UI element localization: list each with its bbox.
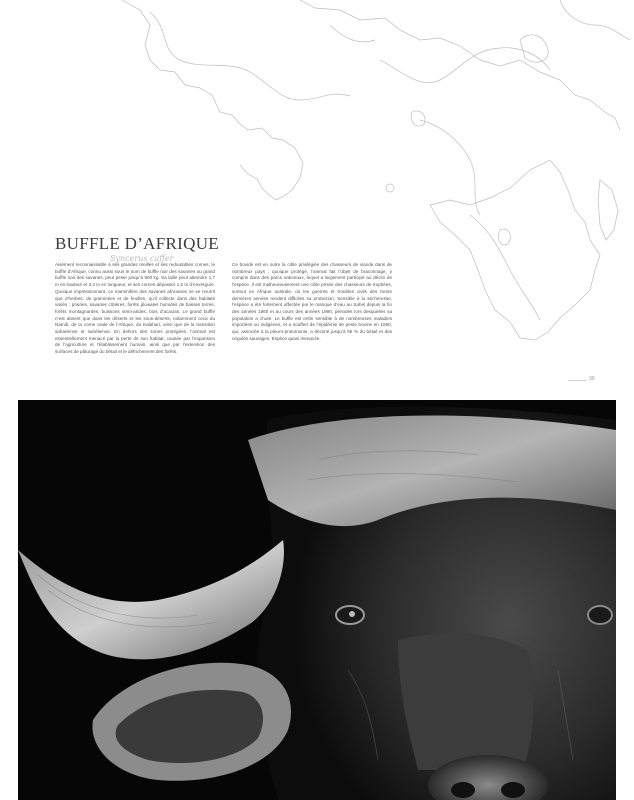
map-contour-3: [420, 120, 480, 215]
map-coastline-west: [122, 0, 303, 200]
map-africa-inner: [470, 215, 540, 320]
buffalo-eye-right: [588, 606, 612, 624]
buffalo-photo: [18, 400, 616, 800]
map-madagascar: [598, 180, 618, 240]
map-east-detail: [520, 35, 548, 62]
folio-rule: [568, 380, 586, 381]
map-lake-2: [498, 229, 510, 245]
page-number: 39: [589, 376, 595, 382]
map-island-1: [386, 184, 394, 192]
body-column-2: Ce bovidé est en outre la cible privilégiée des chasseurs de viande dans de nombreux pays ; quoique protégé, l’animal fait l’objet de braconnage, y compris dans des parcs nationaux, lequel a largement participé au déclin de l’espèce. Il est malheureusement une cible prisée des chasseurs de trophées, surtout en Afrique australe, où les guerres et troubles civils des trente dernières années rendent difficiles sa protection. Sensible à la sécheresse, l’espèce a été fortement affectée par le manque d’eau au Sahel depuis la fin des années 1960 et au cours des années 1990, périodes lors desquelles sa population a chuté. Le buffle est enfin sensible à de nombreuses maladies importées ou indigènes, et a souffert de l’épidémie de peste bovine en 1890, qui, associée à la pleuro-pneumonie, a décimé jusqu’à 95 % du bétail et des ongulés sauvages. Espèce quasi menacée.: [232, 262, 392, 341]
article-title: BUFFLE D’AFRIQUE: [55, 234, 219, 253]
map-contour-2: [380, 48, 550, 83]
map-africa-south: [430, 160, 600, 340]
body-column-1: Aisément reconnaissable à ses grandes oreilles et ses redoutables cornes, le buffle d’Afrique, connu aussi sous le nom de buffle noir des savanes ou grand buffle noir des savanes, peut peser jusqu’à 900 kg. Sa taille peut atteindre 1,7 m en hauteur et 3,4 m en longueur, et ses cornes dépasser 1,5 m d’envergure. Quoique impressionnant, ce mammifère des savanes africaines ne se nourrit que d’herbes, de graminées et de feuilles, qu’il collecte dans des habitats variés : prairies, savanes côtières, forêts pluviales humides de basses terres, forêts montagnardes, buissons semi-arides, bois d’acacias. Le grand buffle n’est absent que dans les déserts et les sous-déserts, notamment ceux du Namib, de la corne orale de l’Afrique, du Kalahari, ainsi que de la transition saharienne et sahélienne. En dehors des zones protégées, l’animal est essentiellement menacé par la perte de son habitat, causée par l’expansion de l’agriculture et l’établissement humain, ainsi que par l’extension des surfaces de pâturage du bétail et le défrichement des forêts.: [55, 262, 215, 355]
article-subtitle: Syncerus caffer: [110, 254, 174, 263]
map-contour-1: [150, 12, 350, 100]
map-contour-5: [330, 25, 375, 42]
map-coastline-east: [300, 0, 620, 130]
map-lake-1: [411, 111, 425, 126]
map-contour-4: [560, 0, 630, 40]
